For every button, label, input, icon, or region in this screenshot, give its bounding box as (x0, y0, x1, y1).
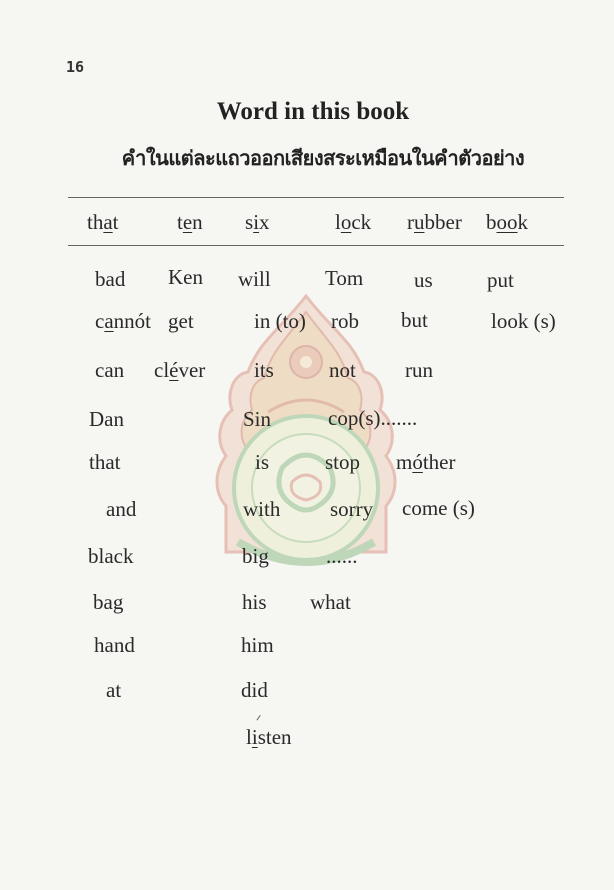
word-ken: Ken (168, 265, 203, 289)
word-cannot: cannót (95, 309, 151, 333)
word-black: black (88, 544, 134, 568)
word-sorry: sorry (330, 497, 374, 521)
word-stop: stop (325, 450, 361, 474)
example-word-that: that (87, 210, 119, 234)
word-clever: cléver (154, 358, 206, 382)
word-is: is (255, 450, 270, 474)
page-number: 16 (66, 58, 85, 76)
word-us: us (414, 268, 433, 292)
word-bag: bag (93, 590, 124, 614)
word-sin: Sin (243, 407, 272, 431)
word-dan: Dan (89, 407, 124, 431)
word-rob: rob (331, 309, 359, 333)
word-with: with (243, 497, 281, 521)
word-dots: ...... (326, 544, 358, 568)
word-its: its (254, 358, 274, 382)
word-and: and (106, 497, 137, 521)
word-will: will (238, 267, 271, 291)
word-at: at (106, 678, 122, 702)
word-in-to: in (to) (254, 309, 306, 333)
word-what: what (310, 590, 351, 614)
word-hand: hand (94, 633, 135, 657)
word-his: his (242, 590, 267, 614)
word-comes: come (s) (402, 496, 475, 520)
page-subtitle: คำในแต่ละแถวออกเสียงสระเหมือนในคำตัวอย่าง (121, 146, 525, 170)
example-word-lock: lock (335, 210, 372, 234)
page-title: Word in this book (216, 98, 410, 125)
example-word-ten: ten (177, 210, 203, 234)
word-get: get (168, 309, 194, 333)
word-looks: look (s) (491, 309, 556, 333)
word-cops: cop(s)....... (328, 406, 418, 430)
word-that: that (89, 450, 121, 474)
example-word-six: six (245, 210, 270, 234)
word-big: big (242, 544, 269, 568)
stress-mark (256, 715, 261, 721)
header-rule-bottom (68, 245, 564, 246)
example-word-book: book (486, 210, 528, 234)
word-put: put (487, 268, 514, 292)
institution-seal-icon (208, 292, 404, 588)
word-not: not (329, 358, 356, 382)
word-can: can (95, 358, 125, 382)
word-but: but (401, 308, 428, 332)
header-rule-top (68, 197, 564, 198)
word-did: did (241, 678, 268, 702)
word-listen: listen (246, 725, 292, 749)
word-run: run (405, 358, 433, 382)
word-tom: Tom (325, 266, 364, 290)
word-him: him (241, 633, 274, 657)
word-mother: móther (396, 450, 456, 474)
word-bad: bad (95, 267, 126, 291)
example-word-rubber: rubber (407, 210, 462, 234)
